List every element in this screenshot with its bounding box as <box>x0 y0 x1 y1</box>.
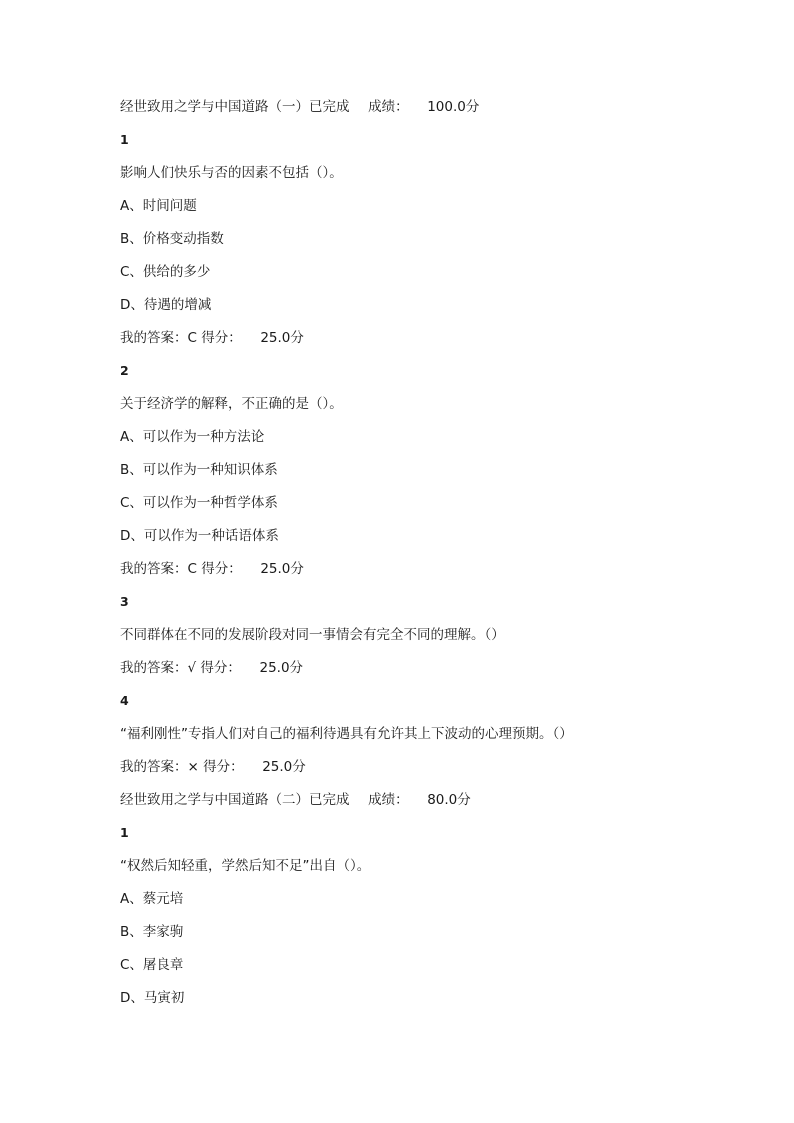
question-number: 4 <box>120 693 129 708</box>
answer-label: 我的答案： <box>120 330 188 346</box>
points-value: 25.0分 <box>259 660 304 676</box>
points-label: 得分： <box>200 660 241 676</box>
option-c: C、供给的多少 <box>120 264 211 280</box>
question-text: “福利刚性”专指人们对自己的福利待遇具有允许其上下波动的心理预期。（） <box>120 726 573 742</box>
question-text: 影响人们快乐与否的因素不包括（）。 <box>120 165 343 181</box>
document-body <box>120 96 740 1020</box>
option-b: B、李家驹 <box>120 924 184 940</box>
section-header <box>120 96 740 129</box>
points-label: 得分： <box>201 561 242 577</box>
option-c: C、可以作为一种哲学体系 <box>120 495 278 511</box>
points-value: 25.0分 <box>260 561 304 577</box>
question-text: 不同群体在不同的发展阶段对同一事情会有完全不同的理解。（） <box>120 627 505 643</box>
answer-line <box>120 558 740 591</box>
answer-line <box>120 657 740 690</box>
score-label: 成绩： <box>368 99 409 115</box>
option-a: A、蔡元培 <box>120 891 184 907</box>
option-d: D、可以作为一种话语体系 <box>120 528 279 544</box>
option-d: D、待遇的增减 <box>120 297 212 313</box>
answer-value: √ <box>187 660 197 676</box>
answer-line <box>120 327 740 360</box>
answer-line <box>120 756 740 789</box>
question-number: 2 <box>120 363 129 378</box>
answer-value: C <box>187 330 197 346</box>
option-c: C、屠良章 <box>120 957 184 973</box>
option-a: A、可以作为一种方法论 <box>120 429 265 445</box>
question-number: 3 <box>120 594 129 609</box>
answer-value: C <box>187 561 197 577</box>
question-number: 1 <box>120 825 129 840</box>
answer-label: 我的答案： <box>120 660 188 676</box>
option-d: D、马寅初 <box>120 990 185 1006</box>
section-score: 100.0分 <box>427 99 480 115</box>
score-label: 成绩： <box>368 792 409 808</box>
option-b: B、可以作为一种知识体系 <box>120 462 278 478</box>
question-text: “权然后知轻重，学然后知不足”出自（）。 <box>120 858 371 874</box>
section-title: 经世致用之学与中国道路（二）已完成 <box>120 792 350 808</box>
answer-value: × <box>187 759 199 775</box>
points-label: 得分： <box>201 330 242 346</box>
option-b: B、价格变动指数 <box>120 231 224 247</box>
section-header <box>120 789 740 822</box>
points-value: 25.0分 <box>260 330 304 346</box>
answer-label: 我的答案： <box>120 759 188 775</box>
points-label: 得分： <box>203 759 244 775</box>
option-a: A、时间问题 <box>120 198 197 214</box>
question-text: 关于经济学的解释，不正确的是（）。 <box>120 396 343 412</box>
question-number: 1 <box>120 132 129 147</box>
section-title: 经世致用之学与中国道路（一）已完成 <box>120 99 350 115</box>
answer-label: 我的答案： <box>120 561 188 577</box>
points-value: 25.0分 <box>262 759 306 775</box>
section-score: 80.0分 <box>427 792 471 808</box>
